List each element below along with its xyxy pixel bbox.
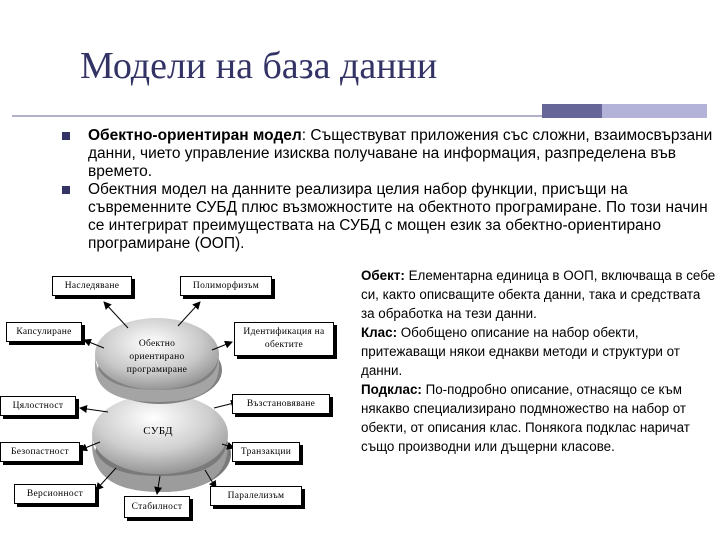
oop-center-label: Обектно ориентирано програмиране xyxy=(126,339,188,375)
box-recovery: Възстановяване xyxy=(232,394,330,414)
bullet-square-icon xyxy=(62,132,70,140)
bullet-item-oo-model xyxy=(56,127,716,181)
bullet-item-object-model xyxy=(56,181,716,253)
box-versioning: Версионност xyxy=(14,484,96,504)
definitions-text xyxy=(361,266,717,456)
box-transactions: Транзакции xyxy=(232,442,300,462)
title-accent-dark xyxy=(542,104,602,118)
box-security: Безопастност xyxy=(0,442,80,462)
box-identification: Идентификация на обектите xyxy=(234,322,334,356)
bullet-square-icon xyxy=(62,186,70,194)
definition-term-class: Клас: xyxy=(361,325,398,340)
title-accent-light xyxy=(602,104,707,118)
bullet-text: : Съществуват приложения със сложни, взаимосвързани данни, чието управление изисква получаване на информация, разпределена във времето. xyxy=(88,127,713,180)
definition-term-object: Обект: xyxy=(361,268,405,283)
box-inheritance: Наследяване xyxy=(52,276,132,296)
definition-text-object: Елементарна единица в ООП, включваща в себе си, както описващите обекта данни, така и средствата за обработка на тези данни. xyxy=(361,268,716,321)
bullet-text: Обектния модел на данните реализира целия набор функции, присъщи на съвременните СУБД плюс възможностите на обектното програмиране. По този начин се интегрират преимуществата на СУБД с мощен език за обектно-ориентирано програмиране (ООП). xyxy=(88,181,708,252)
definition-text-class: Обобщено описание на набор обекти, притежаващи някои еднакви методи и структури от данни. xyxy=(361,325,680,378)
box-polymorphism: Полиморфизъм xyxy=(180,276,272,296)
definition-term-subclass: Подклас: xyxy=(361,382,422,397)
bullet-list xyxy=(56,127,716,253)
box-parallelism: Паралелизъм xyxy=(210,486,302,506)
definition-text-subclass: По-подробно описание, отнасящо се към някакво специализирано подмножество на набор от обекти, от описания клас. Понякога подклас наричат също производни или дъщерни класове. xyxy=(361,382,690,454)
oodb-diagram xyxy=(0,262,345,540)
box-encapsulation: Капсулиране xyxy=(6,322,82,342)
title-underline xyxy=(12,115,542,117)
slide-title: Модели на база данни xyxy=(80,45,438,87)
dbms-ellipse xyxy=(92,394,231,492)
dbms-center-label: СУБД xyxy=(143,425,173,437)
bullet-term: Обектно-ориентиран модел xyxy=(88,127,302,144)
box-integrity: Цялостност xyxy=(0,396,76,416)
box-stability: Стабилност xyxy=(124,496,190,518)
